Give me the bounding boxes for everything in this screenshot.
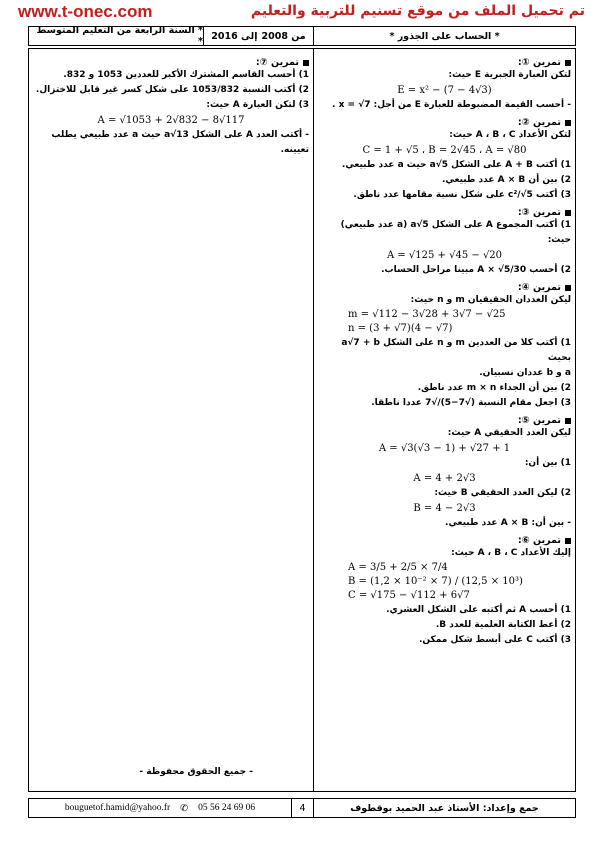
- exercise-text: 1) أحسب القاسم المشترك الأكبر للعددين 1053 و 832.: [63, 70, 309, 80]
- exercise-title-text: تمرين ③:: [517, 207, 561, 218]
- bullet-square-icon: [565, 120, 571, 126]
- bullet-square-icon: [565, 285, 571, 291]
- exercise-title: [318, 57, 571, 68]
- exercise-text: ليكن العدد الحقيقي A حيث:: [447, 428, 571, 438]
- bullet-square-icon: [565, 210, 571, 216]
- exercise-text: لتكن الأعداد A ، B ، C حيث:: [449, 130, 571, 140]
- exercise-title: [318, 535, 571, 546]
- exercise-title: [318, 415, 571, 426]
- banner-promo-text: تم تحميل الملف من موقع تسنيم للتربية والتعليم: [250, 3, 585, 19]
- math-expression: m = √112 − 3√28 + 3√7 − √25: [348, 309, 506, 320]
- footer-author: جمع وإعداد: الأستاذ عبد الحميد بوقطوف: [313, 799, 575, 817]
- exercise-block: [33, 57, 309, 158]
- exercise-block: [318, 535, 571, 648]
- header-topic: * الحساب على الجذور *: [313, 27, 575, 45]
- exercise-block: [318, 207, 571, 278]
- math-expression: B = 4 − 2√3: [413, 503, 476, 514]
- math-expression: A = √3(√3 − 1) + √27 + 1: [378, 443, 511, 454]
- exercise-text: 1) أحسب A ثم أكتبه على الشكل العشري.: [386, 605, 571, 615]
- exercise-text: 2) بين أن A × B عدد طبيعي.: [441, 175, 571, 185]
- exercise-text: 2) بين أن الجداء m × n عدد ناطق.: [417, 383, 571, 393]
- header-years: [203, 27, 313, 45]
- exercise-text: 1) بين أن:: [524, 458, 571, 468]
- exercise-text: 1) أكتب كلا من العددين m و n على الشكل a√7 + b بحيث: [341, 338, 571, 363]
- exercise-text: 2) أحسب A × √5/30 مبينا مراحل الحساب.: [381, 265, 571, 275]
- exercise-text: 2) أكتب النسبة 1053/832 على شكل كسر غير قابل للاختزال.: [35, 85, 309, 95]
- exercise-text: إليك الأعداد A ، B ، C حيث:: [451, 548, 571, 558]
- math-expression: C = 1 + √5 ، B = 2√45 ، A = √80: [362, 145, 527, 156]
- math-expression: n = (3 + √7)(4 − √7): [348, 323, 453, 334]
- exercise-text: - بين أن: A × B عدد طبيعي.: [445, 518, 571, 528]
- page-header: [28, 26, 576, 46]
- header-year-from: من 2008: [261, 30, 306, 42]
- exercise-title-text: تمرين ⑦:: [255, 57, 299, 68]
- bullet-square-icon: [565, 60, 571, 66]
- exercise-block: [318, 282, 571, 411]
- math-expression: E = x² − (7 − 4√3): [397, 85, 492, 96]
- phone-icon: ✆: [180, 803, 189, 814]
- exercise-text: تعيينه.: [280, 145, 309, 155]
- bullet-square-icon: [303, 60, 309, 66]
- exercise-text: 2) أعط الكتابة العلمية للعدد B.: [435, 620, 571, 630]
- exercise-title-text: تمرين ①:: [517, 57, 561, 68]
- site-url-link[interactable]: www.t-onec.com: [18, 2, 153, 21]
- exercise-columns: [28, 48, 576, 792]
- right-column: [313, 49, 575, 791]
- exercise-text: 1) أكتب A + B على الشكل a√5 حيث a عدد طبيعي.: [341, 160, 571, 170]
- exercise-text: 1) أكتب المجموع A على الشكل a√5 (a عدد طبيعي) حيث:: [340, 220, 571, 245]
- exercise-block: [318, 415, 571, 531]
- exercise-title: [318, 117, 571, 128]
- page-footer: [28, 798, 576, 818]
- rights-notice: - جميع الحقوق محفوظة -: [139, 767, 253, 777]
- exercise-title-text: تمرين ④:: [517, 282, 561, 293]
- exercise-text: ليكن العددان الحقيقيان m و n حيث:: [410, 295, 571, 305]
- exercise-text: 3) أكتب C على أبسط شكل ممكن.: [419, 635, 571, 645]
- exercise-text: - أحسب القيمة المضبوطة للعبارة E من أجل: x = √7 .: [332, 100, 571, 110]
- footer-page-number: 4: [291, 799, 313, 817]
- footer-email[interactable]: bouguetof.hamid@yahoo.fr: [64, 803, 171, 813]
- math-expression: A = √1053 + 2√832 − 8√117: [97, 115, 245, 126]
- exercise-text: 2) ليكن العدد الحقيقي B حيث:: [434, 488, 571, 498]
- exercise-text: 3) لتكن العبارة A حيث:: [206, 100, 309, 110]
- exercise-text: a و b عددان نسبيان.: [479, 368, 571, 378]
- header-level: * السنة الرابعة من التعليم المتوسط *: [36, 25, 203, 47]
- exercise-text: 3) اجعل مقام النسبة (√7−5)/√7 عددا ناطقا.: [371, 398, 571, 408]
- exercise-title-text: تمرين ⑥:: [517, 535, 561, 546]
- exercise-text: لتكن العبارة الجبرية E حيث:: [448, 70, 571, 80]
- exercise-block: [318, 57, 571, 113]
- math-expression: A = √125 + √45 − √20: [386, 250, 503, 261]
- exercise-title: [318, 282, 571, 293]
- math-expression: C = √175 − √112 + 6√7: [348, 590, 470, 601]
- left-column: [29, 49, 313, 791]
- bullet-square-icon: [565, 418, 571, 424]
- exercise-title: [33, 57, 309, 68]
- exercise-title-text: تمرين ②:: [517, 117, 561, 128]
- header-year-to: إلى 2016: [211, 30, 258, 42]
- footer-contact: [29, 799, 291, 817]
- footer-phone: 05 56 24 69 06: [198, 803, 256, 813]
- math-expression: A = 4 + 2√3: [413, 473, 476, 484]
- exercise-title: [318, 207, 571, 218]
- bullet-square-icon: [565, 538, 571, 544]
- math-expression: A = 3/5 + 2/5 × 7/4: [348, 562, 448, 573]
- exercise-title-text: تمرين ⑤:: [517, 415, 561, 426]
- math-expression: B = (1,2 × 10⁻² × 7) / (12,5 × 10³): [348, 576, 523, 587]
- exercise-text: - أكتب العدد A على الشكل a√13 حيث a عدد طبيعي يطلب: [51, 130, 309, 140]
- exercise-block: [318, 117, 571, 203]
- exercise-text: 3) أكتب c²/√5 على شكل نسبة مقامها عدد ناطق.: [353, 190, 571, 200]
- site-banner: [10, 2, 585, 24]
